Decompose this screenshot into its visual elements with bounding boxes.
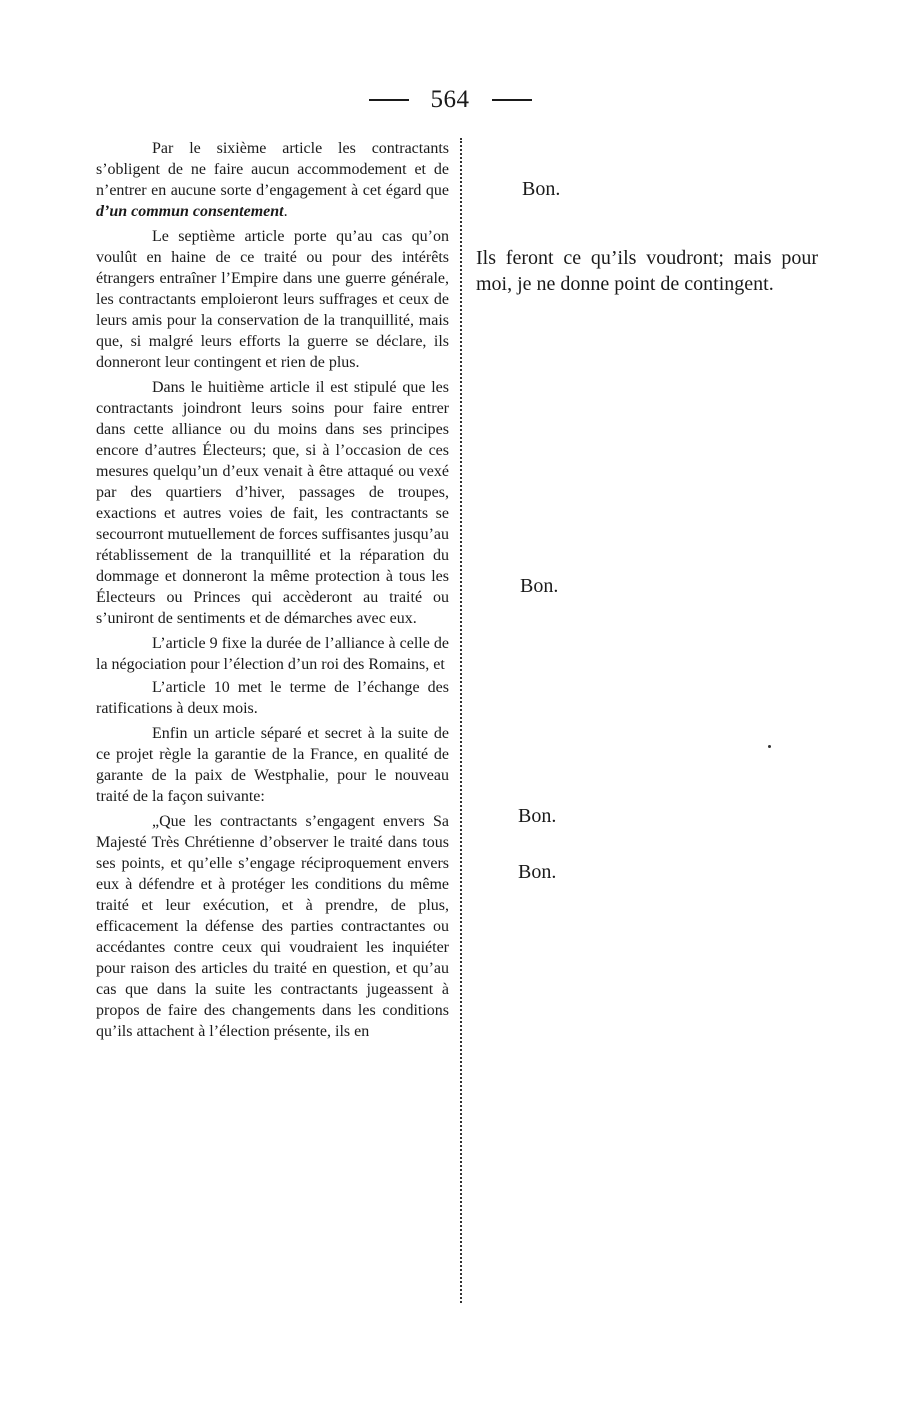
page-number: 564	[430, 86, 470, 113]
response-article-7: Ils feront ce qu’ils voudront; mais pour moi, je ne donne point de contingent.	[476, 247, 818, 295]
left-column-text	[96, 138, 449, 1046]
paragraph-text: Par le sixième article les contractants s’obligent de ne faire aucun accommodement et de n’entrer en aucune sorte d’engagement à cet égard que	[96, 140, 449, 199]
paragraph-article-8: Dans le huitième article il est stipulé que les contractants joindront leurs soins pour faire entrer dans cette alliance ou du moins dans ses principes encore d’autres Électeurs; que, si à l’occasion de ces mesures quelqu’un d’eux venait à être attaqué ou vexé par des quartiers d’hiver, passages de troupes, exactions et autres voies de fait, les contractants se secourront mutuellement de forces suffisantes jusqu’au rétablissement de la tranquillité et la réparation du dommage et donneront la même protection à tous les Électeurs ou Princes qui accèderont au traité ou s’uniront de sentiments et de démarches avec eux.	[96, 379, 449, 627]
stray-ink-mark	[768, 745, 771, 748]
response-article-9: Bon.	[518, 805, 557, 827]
column-divider	[460, 138, 462, 1303]
paragraph-article-10: L’article 10 met le terme de l’échange des ratifications à deux mois.	[96, 679, 449, 717]
header-dash-right	[492, 99, 532, 101]
emphasis-text: d’un commun consentement	[96, 203, 284, 220]
paragraph-secret-article: Enfin un article séparé et secret à la suite de ce projet règle la garantie de la France, en qualité de garante de la paix de Westphalie, pour le nouveau traité de la façon suivante:	[96, 725, 449, 805]
page-header	[0, 86, 900, 114]
response-article-10: Bon.	[518, 861, 557, 883]
response-article-8: Bon.	[520, 575, 559, 597]
paragraph-article-9: L’article 9 fixe la durée de l’alliance à celle de la négociation pour l’élection d’un roi des Romains, et	[96, 635, 449, 673]
paragraph-text: .	[283, 203, 288, 220]
header-dash-left	[369, 99, 409, 101]
response-article-6: Bon.	[522, 178, 561, 200]
paragraph-article-7: Le septième article porte qu’au cas qu’on voulût en haine de ce traité ou pour des intérêts étrangers entraîner l’Empire dans une guerre générale, les contractants emploieront leurs suffrages et ceux de leurs amis pour la conservation de la tranquillité, mais que, si malgré leurs efforts la guerre se déclare, ils donneront leur contingent et rien de plus.	[96, 228, 449, 371]
paragraph-article-6	[96, 138, 449, 222]
paragraph-guarantee-quote: „Que les contractants s’engagent envers Sa Majesté Très Chrétienne d’observer le traité dans tous ses points, et qu’elle s’engage réciproquement envers eux à défendre et à protéger les conditions du même traité et leur exécution, et à prendre, de plus, efficacement la défense des parties contractantes ou accédantes contre ceux qui voudraient les inquiéter pour raison des articles du traité en question, et qu’au cas que dans la suite les contractants jugeassent à propos de faire des changements dans les conditions qu’ils attachent à l’élection présente, ils en	[96, 813, 449, 1040]
